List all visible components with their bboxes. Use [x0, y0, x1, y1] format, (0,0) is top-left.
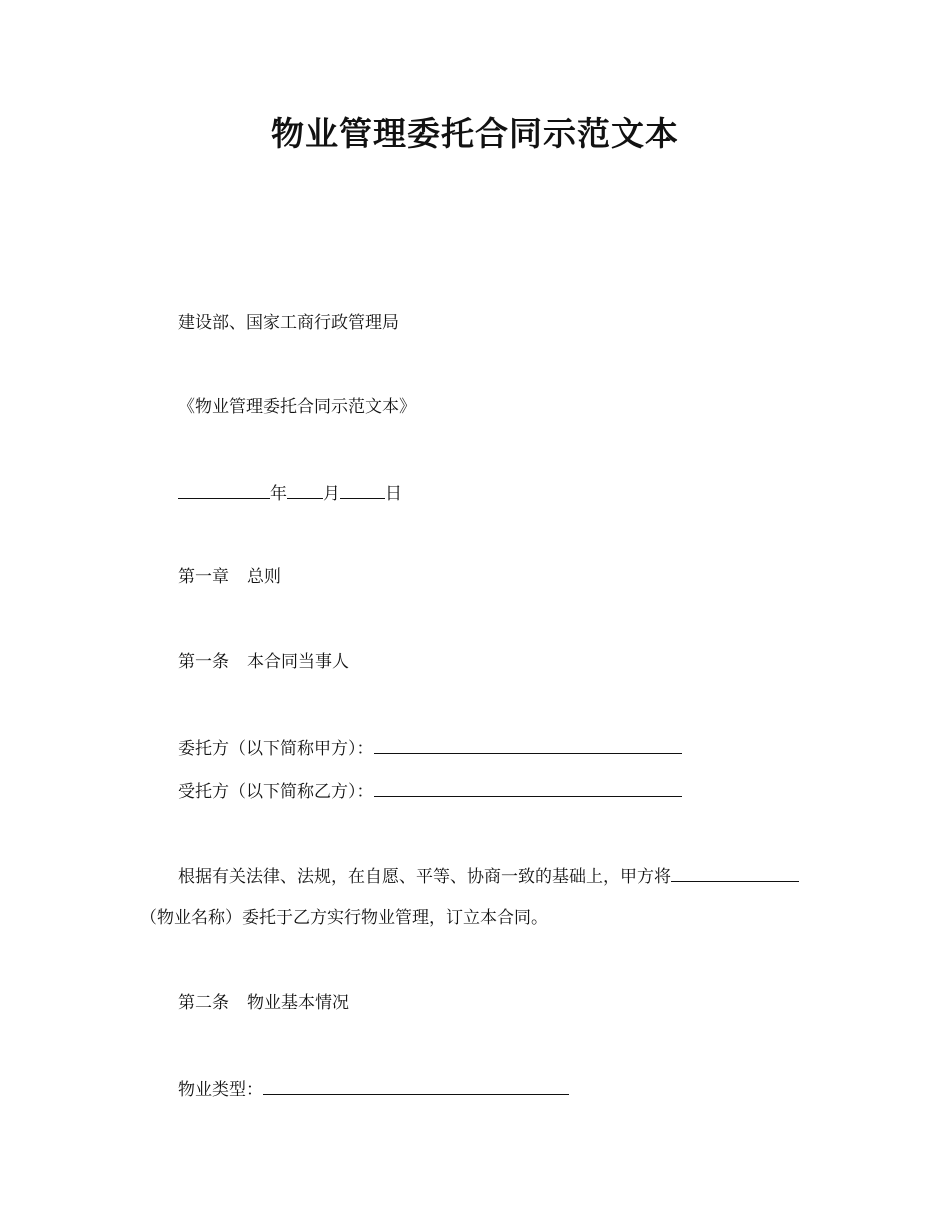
month-label: 月: [323, 484, 340, 504]
property-type-label: 物业类型：: [178, 1080, 263, 1100]
doc-name-line: 《物业管理委托合同示范文本》: [178, 397, 416, 417]
property-name-blank: [671, 863, 799, 882]
party-a-line: [178, 735, 682, 761]
basis-text-1: 根据有关法律、法规，在自愿、平等、协商一致的基础上，甲方将: [178, 867, 671, 887]
article2-number: 第二条: [178, 993, 229, 1013]
party-a-blank: [374, 735, 682, 754]
day-blank: [340, 480, 385, 499]
day-label: 日: [385, 484, 402, 504]
property-type-blank: [263, 1076, 569, 1095]
issuer-line: 建设部、国家工商行政管理局: [178, 313, 399, 333]
basis-line-1: [178, 863, 799, 889]
article2-heading: [178, 991, 349, 1015]
article1-name: 本合同当事人: [247, 652, 349, 672]
party-b-blank: [374, 778, 682, 797]
year-label: 年: [270, 484, 287, 504]
article1-heading: [178, 650, 349, 674]
property-type-line: [178, 1076, 569, 1102]
party-b-line: [178, 778, 682, 804]
month-blank: [287, 480, 323, 499]
year-blank: [178, 480, 270, 499]
document-title: 物业管理委托合同示范文本: [271, 114, 679, 153]
article1-number: 第一条: [178, 652, 229, 672]
party-a-label: 委托方（以下简称甲方）：: [178, 739, 374, 759]
chapter-number: 第一章: [178, 567, 229, 587]
date-line: [178, 480, 402, 506]
chapter-heading: [178, 565, 281, 589]
basis-line-2: （物业名称）委托于乙方实行物业管理，订立本合同。: [140, 908, 548, 928]
party-b-label: 受托方（以下简称乙方）：: [178, 782, 374, 802]
article2-name: 物业基本情况: [247, 993, 349, 1013]
chapter-name: 总则: [247, 567, 281, 587]
